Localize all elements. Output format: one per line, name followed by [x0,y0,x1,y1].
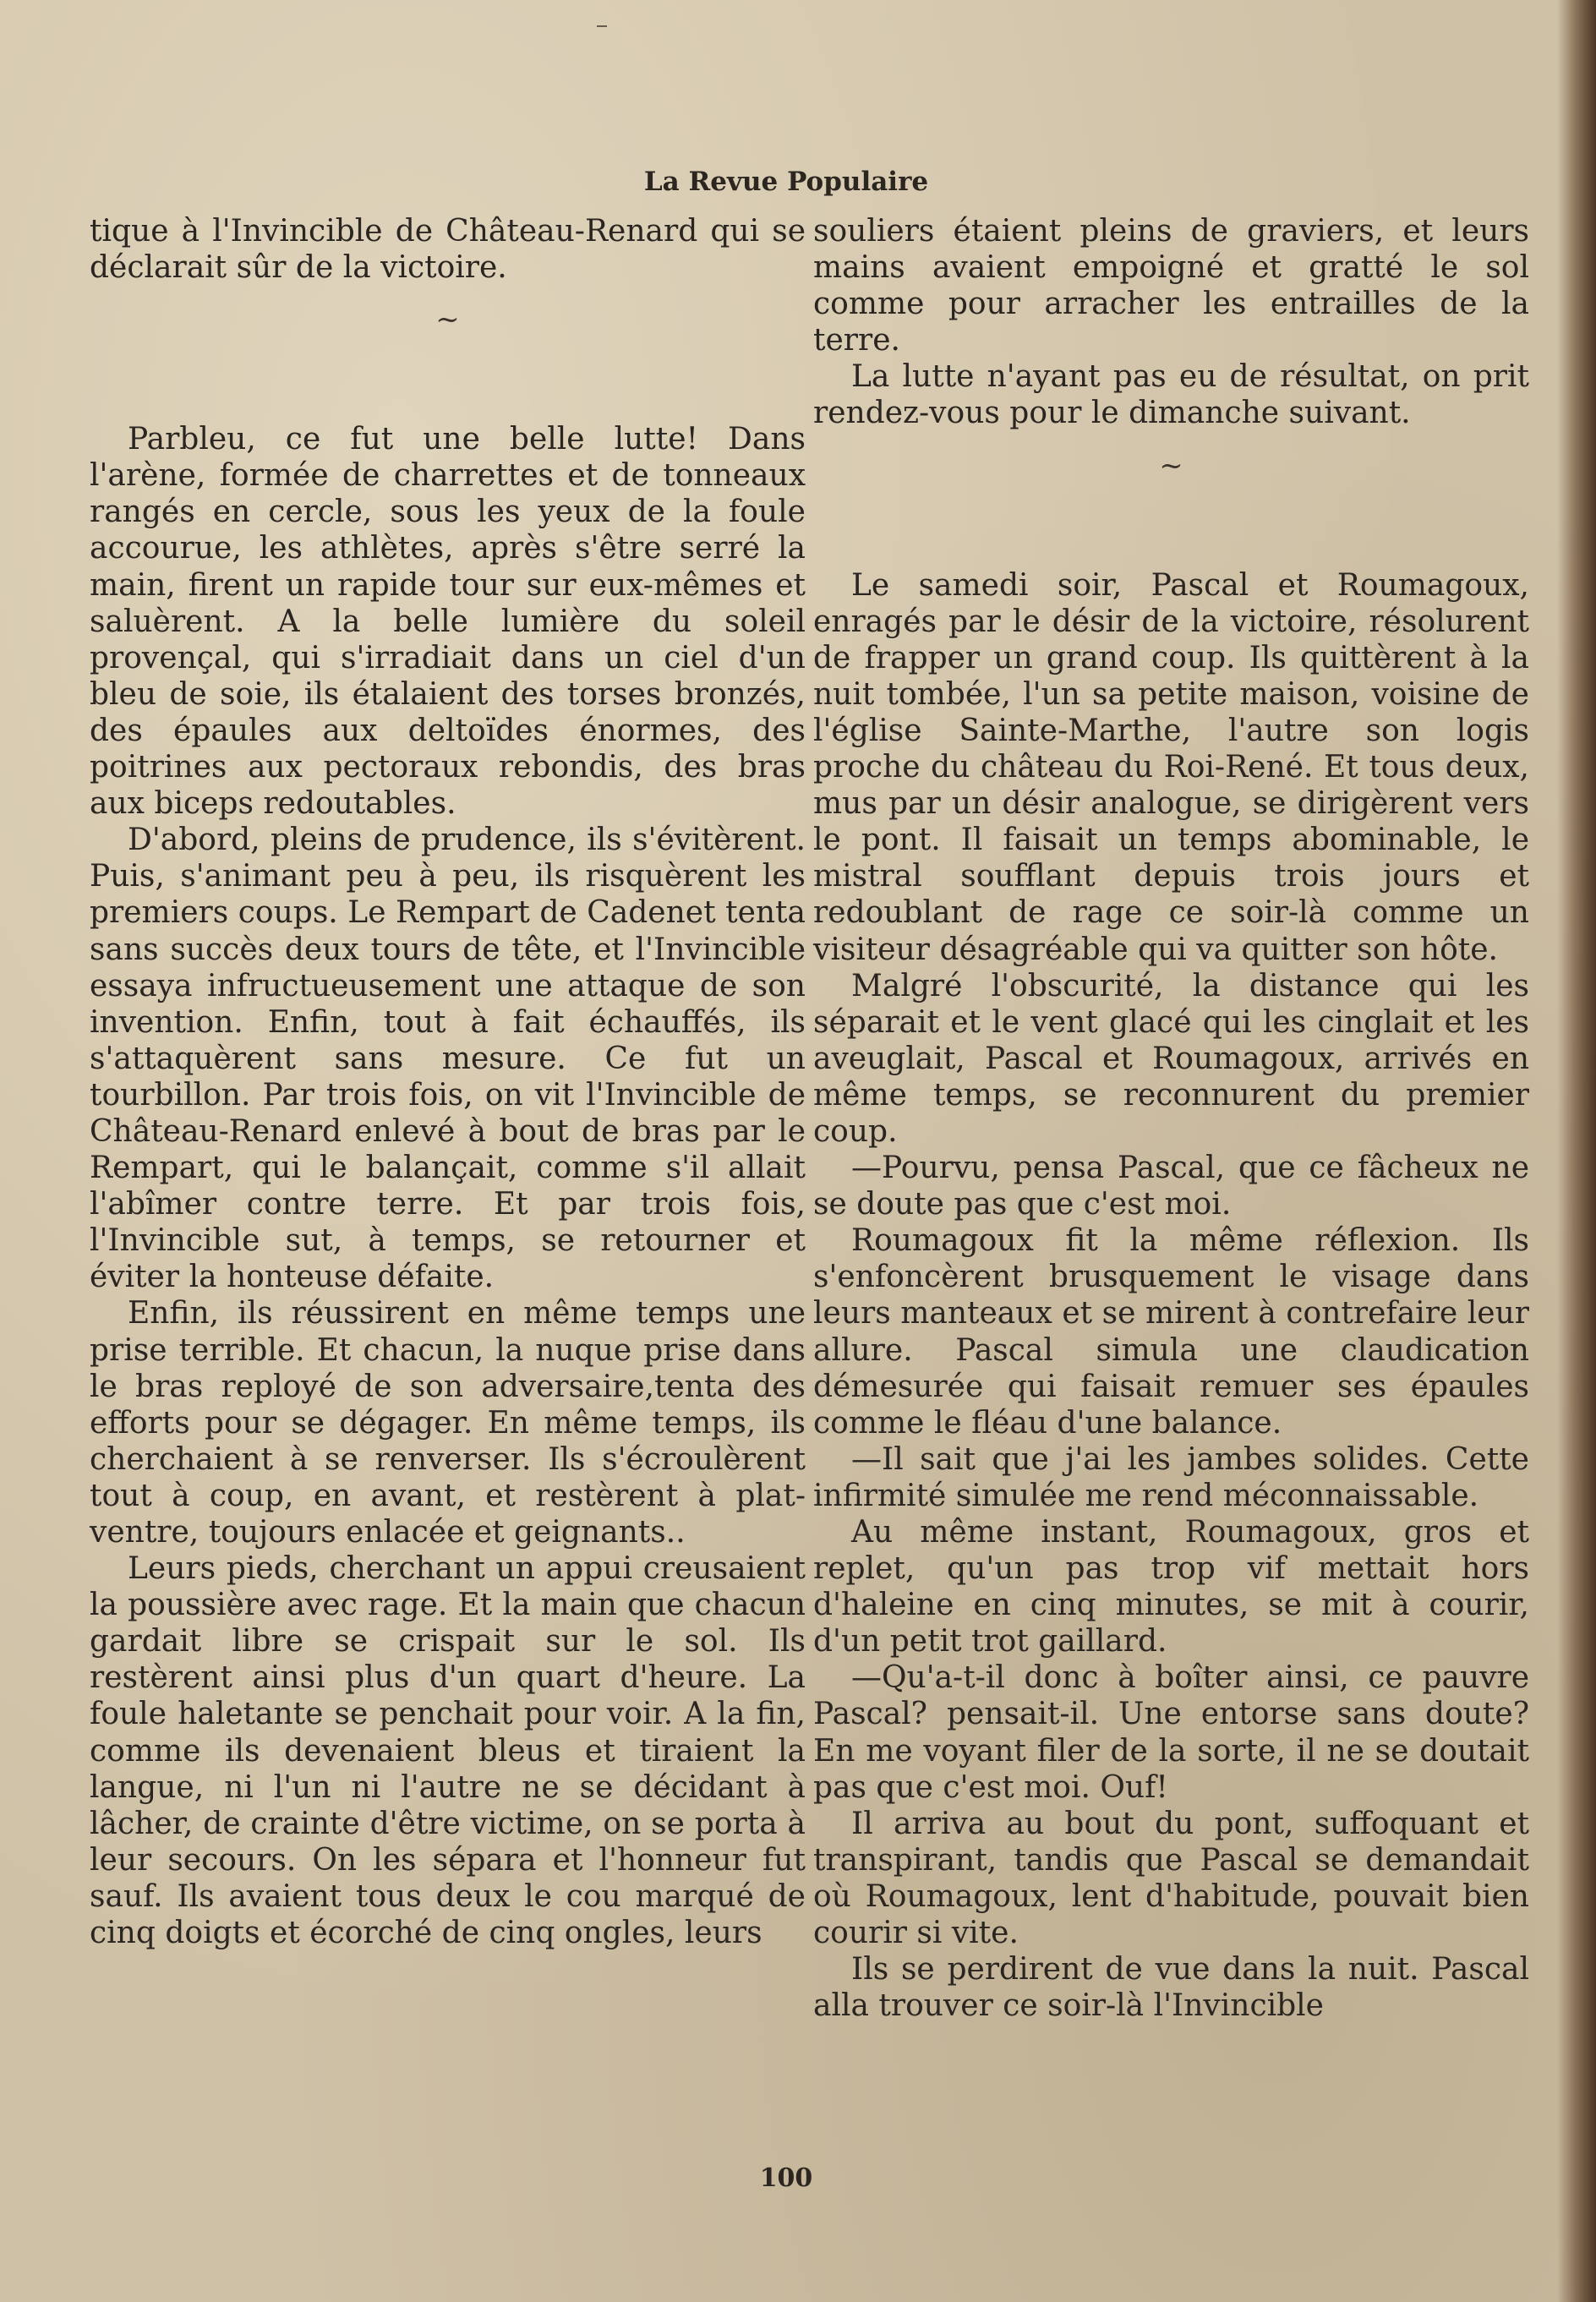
paragraph: Enfin, ils réussirent en même temps une prise terrible. Et chacun, la nuque prise dans le bras reployé de son adversaire,tenta des efforts pour se dégager. En même temps, ils cherchaient à se renverser. Ils s'écroulèrent tout à coup, en avant, et restèrent à plat-ventre, toujours enlacée et geignants.. [90,1296,806,1550]
paragraph: Il arriva au bout du pont, suffoquant et transpirant, tandis que Pascal se demandait où Roumagoux, lent d'habitude, pouvait bien courir si vite. [813,1806,1529,1951]
running-title: La Revue Populaire [643,167,929,197]
print-mark [597,25,607,27]
paragraph: Parbleu, ce fut une belle lutte! Dans l'arène, formée de charrettes et de tonneaux rangés en cercle, sous les yeux de la foule accourue, les athlètes, après s'être serré la main, firent un rapide tour sur eux-mêmes et saluèrent. A la belle lumière du soleil provençal, qui s'irradiait dans un ciel d'un bleu de soie, ils étalaient des torses bronzés, des épaules aux deltoïdes énormes, des poitrines aux pectoraux rebondis, des bras aux biceps redoutables. [90,422,806,822]
paragraph: Au même instant, Roumagoux, gros et replet, qu'un pas trop vif mettait hors d'haleine en cinq minutes, se mit à courir, d'un petit trot gaillard. [813,1515,1529,1660]
paragraph: —Qu'a-t-il donc à boîter ainsi, ce pauvre Pascal? pensait-il. Une entorse sans doute? En me voyant filer de la sorte, il ne se doutait pas que c'est moi. Ouf! [813,1660,1529,1805]
paragraph: Leurs pieds, cherchant un appui creusaient la poussière avec rage. Et la main que chacun gardait libre se crispait sur le sol. Ils restèrent ainsi plus d'un quart d'heure. La foule haletante se penchait pour voir. A la fin, comme ils devenaient bleus et tiraient la langue, ni l'un ni l'autre ne se décidant à lâcher, de crainte d'être victime, on se porta à leur secours. On les sépara et l'honneur fut sauf. Ils avaient tous deux le cou marqué de cinq doigts et écorché de cinq ongles, leurs [90,1551,806,1951]
paragraph: —Il sait que j'ai les jambes solides. Cette infirmité simulée me rend méconnaissable. [813,1441,1529,1513]
paragraph: Le samedi soir, Pascal et Roumagoux, enragés par le désir de la victoire, résolurent de frapper un grand coup. Ils quittèrent à la nuit tombée, l'un sa petite maison, voisine de l'église Sainte-Marthe, l'autre son logis proche du château du Roi-René. Et tous deux, mus par un désir analogue, se dirigèrent vers le pont. Il faisait un temps abominable, le mistral soufflant depuis trois jours et redoublant de rage ce soir-là comme un visiteur désagréable qui va quitter son hôte. [813,567,1529,967]
paragraph: Malgré l'obscurité, la distance qui les séparait et le vent glacé qui les cinglait et les aveuglait, Pascal et Roumagoux, arrivés en même temps, se reconnurent du premier coup. [813,968,1529,1149]
right-column [813,213,1529,2024]
paragraph: Roumagoux fit la même réflexion. Ils s'enfoncèrent brusquement le visage dans leurs manteaux et se mirent à contrefaire leur allure. Pascal simula une claudication démesurée qui faisait remuer ses épaules comme le fléau d'une balance. [813,1223,1529,1441]
section-separator: ~ [435,303,460,337]
paragraph: tique à l'Invincible de Château-Renard qui se déclarait sûr de la victoire. [90,214,806,286]
section-separator: ~ [1159,448,1183,483]
left-column [90,213,806,1951]
paragraph: souliers étaient pleins de graviers, et leurs mains avaient empoigné et gratté le sol comme pour arracher les entrailles de la terre. [813,214,1529,358]
paragraph: D'abord, pleins de prudence, ils s'évitèrent. Puis, s'animant peu à peu, ils risquèrent les premiers coups. Le Rempart de Cadenet tenta sans succès deux tours de tête, et l'Invincible essaya infructueusement une attaque de son invention. Enfin, tout à fait échauffés, ils s'attaquèrent sans mesure. Ce fut un tourbillon. Par trois fois, on vit l'Invincible de Château-Renard enlevé à bout de bras par le Rempart, qui le balançait, comme s'il allait l'abîmer contre terre. Et par trois fois, l'Invincible sut, à temps, se retourner et éviter la honteuse défaite. [90,823,806,1295]
paragraph: —Pourvu, pensa Pascal, que ce fâcheux ne se doute pas que c'est moi. [813,1151,1529,1222]
paragraph: Ils se perdirent de vue dans la nuit. Pascal alla trouver ce soir-là l'Invincible [813,1952,1529,2024]
page-spine-shadow [1557,0,1596,2302]
page-number: 100 [759,2163,813,2193]
paragraph: La lutte n'ayant pas eu de résultat, on prit rendez-vous pour le dimanche suivant. [813,359,1529,431]
